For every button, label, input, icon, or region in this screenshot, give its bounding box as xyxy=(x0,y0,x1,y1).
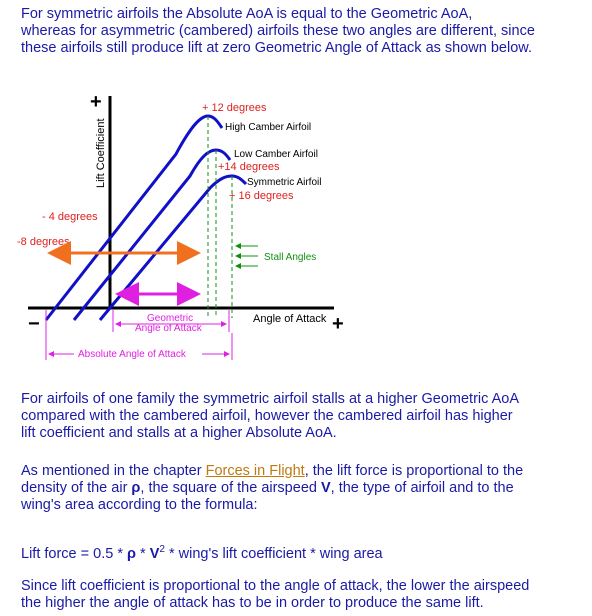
absolute-label: Absolute Angle of Attack xyxy=(78,349,186,360)
high-camber-stall-label: + 12 degrees xyxy=(202,102,267,114)
rho-symbol: ρ xyxy=(127,545,136,562)
paragraph-line: density of the air ρ, the square of the airspeed V, the type of airfoil and to the xyxy=(21,480,514,496)
paragraph-line: compared with the cambered airfoil, however the cambered airfoil has higher xyxy=(21,408,513,424)
rho-symbol: ρ xyxy=(131,480,141,496)
y-axis-plus: + xyxy=(90,91,102,113)
low-camber-stall-label: +14 degrees xyxy=(218,161,280,173)
symmetric-stall-label: + 16 degrees xyxy=(229,190,294,202)
forces-in-flight-link[interactable]: Forces in Flight xyxy=(205,463,305,479)
intro-line: For symmetric airfoils the Absolute AoA is equal to the Geometric AoA, xyxy=(21,6,473,22)
x-axis-label: Angle of Attack xyxy=(253,313,327,325)
airspeed-paragraph xyxy=(21,578,587,612)
high-camber-zero-lift-label: -8 degrees xyxy=(17,236,70,248)
paragraph-line: As mentioned in the chapter Forces in Flight, the lift force is proportional to the xyxy=(21,463,524,479)
paragraph-line: the higher the angle of attack has to be in order to produce the same lift. xyxy=(21,595,484,611)
low-camber-label: Low Camber Airfoil xyxy=(234,149,318,160)
squared-superscript: 2 xyxy=(159,544,165,555)
paragraph-line: lift coefficient and stalls at a higher Absolute AoA. xyxy=(21,425,337,441)
lift-formula: Lift force = 0.5 * ρ * $V^2$ * wing's lift coefficient * wing area xyxy=(21,544,383,562)
paragraph-line: wing's area according to the formula: xyxy=(21,497,258,513)
high-camber-label: High Camber Airfoil xyxy=(225,122,312,133)
intro-line: whereas for asymmetric (cambered) airfoils these two angles are different, since xyxy=(21,23,535,39)
geometric-label-line2: Angle of Attack xyxy=(135,323,202,334)
low-camber-zero-lift-label: - 4 degrees xyxy=(42,211,98,223)
family-stall-paragraph xyxy=(21,391,587,442)
y-axis-label: Lift Coefficient xyxy=(95,118,107,188)
v-symbol: V xyxy=(320,480,331,496)
symmetric-label: Symmetric Airfoil xyxy=(247,177,322,188)
v-symbol: V xyxy=(149,545,160,562)
paragraph-line: For airfoils of one family the symmetric airfoil stalls at a higher Geometric AoA xyxy=(21,391,520,407)
lift-force-paragraph xyxy=(21,463,587,514)
intro-line: these airfoils still produce lift at zero Geometric Angle of Attack as shown below. xyxy=(21,40,532,56)
intro-paragraph xyxy=(21,6,587,57)
x-axis-minus: − xyxy=(28,313,40,335)
stall-angles-label: Stall Angles xyxy=(264,252,317,263)
geometric-label-line1: Geometric xyxy=(147,313,194,324)
angle-of-attack-diagram xyxy=(0,88,592,373)
x-axis-plus: + xyxy=(332,313,344,335)
paragraph-line: Since lift coefficient is proportional to the angle of attack, the lower the airspeed xyxy=(21,578,530,594)
